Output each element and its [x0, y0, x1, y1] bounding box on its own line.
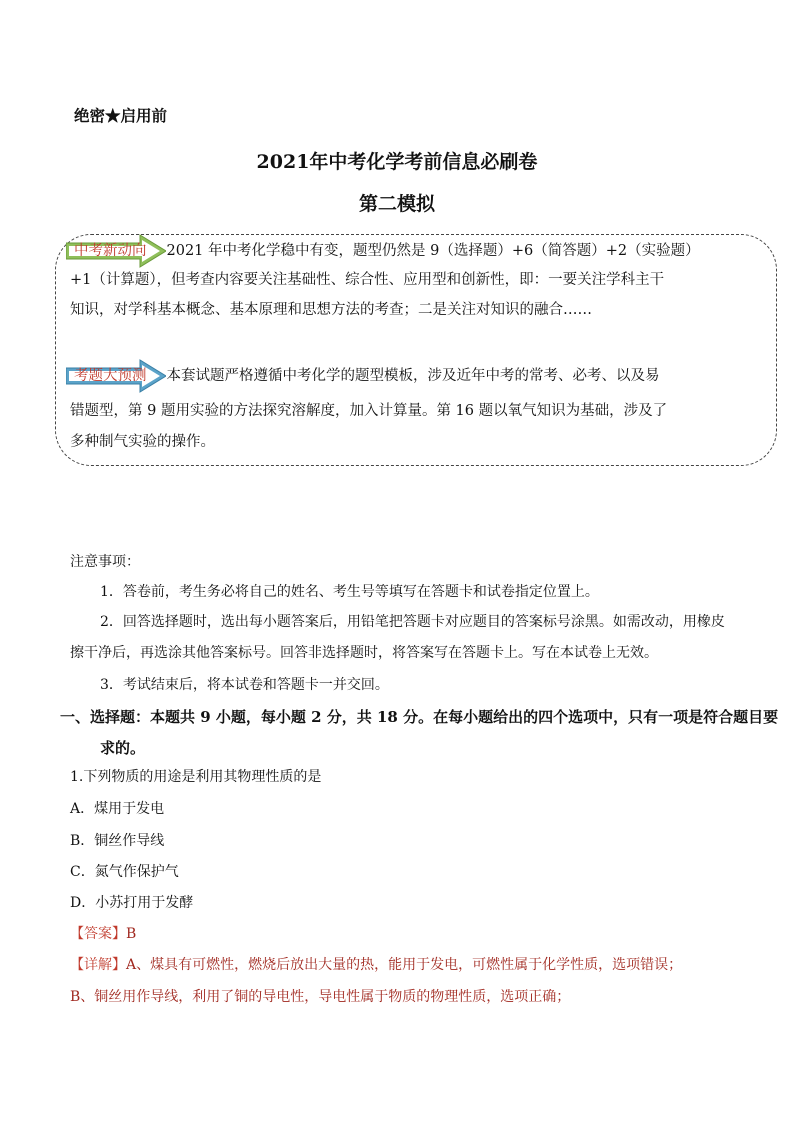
option-b: B．铜丝作导线 [70, 833, 165, 849]
section-heading: 一、选择题：本题共 9 小题，每小题 2 分，共 18 分。在每小题给出的四个选项中，只有一项是符合题目要 [60, 708, 779, 726]
notice-item-2: 2．回答选择题时，选出每小题答案后，用铅笔把答题卡对应题目的答案标号涂黑。如需改动，用橡皮 [100, 614, 725, 630]
exam-title: 2021年中考化学考前信息必刷卷 [256, 151, 538, 173]
notice-item-2-cont: 擦干净后，再选涂其他答案标号。回答非选择题时，将答案写在答题卡上。写在本试卷上无效。 [70, 645, 658, 661]
info-line-1 [70, 240, 700, 262]
notice-item-1: 1．答卷前，考生务必将自己的姓名、考生号等填写在答题卡和试卷指定位置上。 [100, 584, 599, 600]
explain-tag: 【详解】 [70, 957, 126, 973]
info-p1-line2: +1（计算题），但考查内容要关注基础性、综合性、应用型和创新性，即：一要关注学科主干 [70, 272, 665, 288]
info-p2-line2: 错题型，第 9 题用实验的方法探究溶解度，加入计算量。第 16 题以氧气知识为基础，涉及了 [70, 403, 668, 419]
option-d: D．小苏打用于发酵 [70, 895, 194, 911]
notice-item-3: 3．考试结束后，将本试卷和答题卡一并交回。 [100, 677, 389, 693]
info-p2-line3: 多种制气实验的操作。 [70, 434, 215, 450]
info-line-4 [70, 365, 660, 387]
exam-subtitle: 第二模拟 [358, 193, 435, 215]
secret-label: 绝密★启用前 [74, 106, 168, 125]
info-p1-line1: 2021 年中考化学稳中有变，题型仍然是 9（选择题）+6（简答题）+2（实验题） [166, 243, 700, 259]
tag2-text: 考题大预测 [74, 368, 147, 384]
info-p1-line3: 知识，对学科基本概念、基本原理和思想方法的考查；二是关注对知识的融合…… [70, 302, 592, 318]
answer-line [70, 924, 136, 944]
option-c: C．氮气作保护气 [70, 864, 179, 880]
tag1-text: 中考新动向 [74, 243, 147, 259]
question-1-stem: 1.下列物质的用途是利用其物理性质的是 [70, 769, 322, 785]
answer-tag: 【答案】 [70, 926, 126, 942]
answer-value: B [126, 926, 137, 942]
explain-line-1 [70, 955, 682, 975]
explain-text-1: A、煤具有可燃性，燃烧后放出大量的热，能用于发电，可燃性属于化学性质，选项错误； [126, 957, 683, 973]
tag-exam-trend [70, 240, 159, 262]
notice-title: 注意事项： [70, 554, 140, 570]
tag-exam-prediction [70, 365, 159, 387]
section-heading-cont: 求的。 [100, 739, 146, 757]
option-a: A．煤用于发电 [70, 801, 165, 817]
explain-line-2: B、铜丝用作导线，利用了铜的导电性，导电性属于物质的物理性质，选项正确； [70, 989, 571, 1005]
info-p2-line1: 本套试题严格遵循中考化学的题型模板，涉及近年中考的常考、必考、以及易 [166, 368, 660, 384]
